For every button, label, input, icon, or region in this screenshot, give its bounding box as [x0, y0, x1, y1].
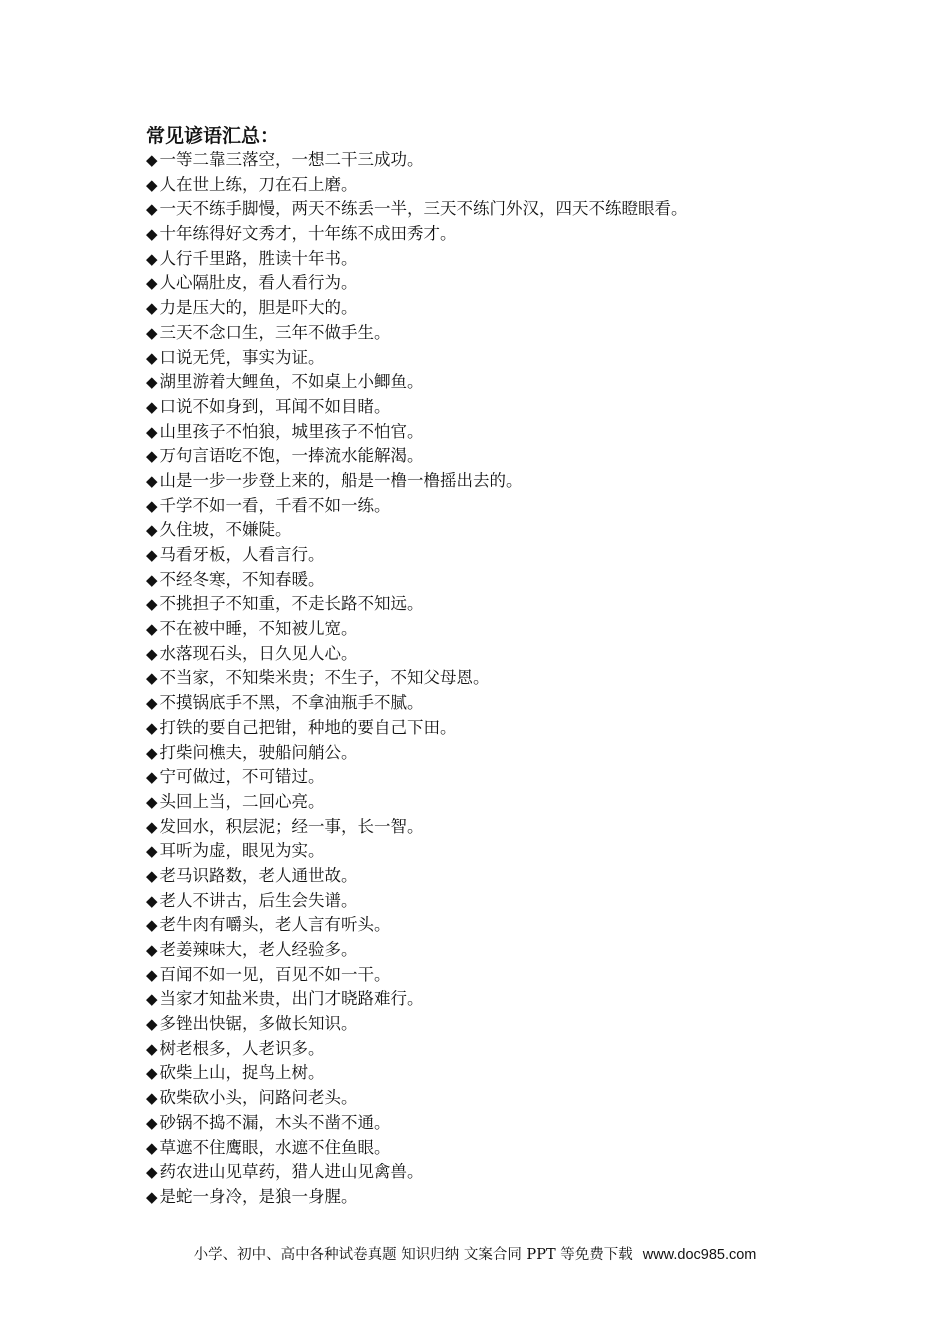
- diamond-bullet-icon: ◆: [146, 323, 158, 342]
- proverb-item: [146, 889, 688, 914]
- proverb-item: [146, 296, 688, 321]
- proverb-item: [146, 148, 688, 173]
- diamond-bullet-icon: ◆: [146, 1163, 158, 1182]
- proverb-item: [146, 568, 688, 593]
- proverb-text: 口说无凭，事实为证。: [159, 347, 325, 367]
- proverb-text: 不当家，不知柴米贵；不生子，不知父母恩。: [159, 668, 490, 688]
- diamond-bullet-icon: ◆: [146, 570, 158, 589]
- proverb-text: 百闻不如一见，百见不如一干。: [159, 964, 391, 984]
- diamond-bullet-icon: ◆: [146, 817, 158, 836]
- proverb-text: 不摸锅底手不黑，不拿油瓶手不腻。: [159, 693, 424, 713]
- proverb-text: 砍柴砍小头，问路问老头。: [159, 1088, 358, 1108]
- proverb-item: [146, 518, 688, 543]
- diamond-bullet-icon: ◆: [146, 743, 158, 762]
- proverb-text: 山是一步一步登上来的，船是一橹一橹摇出去的。: [159, 470, 523, 490]
- diamond-bullet-icon: ◆: [146, 546, 158, 564]
- proverb-text: 人行千里路，胜读十年书。: [159, 248, 358, 268]
- proverb-text: 人在世上练，刀在石上磨。: [159, 174, 358, 194]
- diamond-bullet-icon: ◆: [146, 249, 158, 268]
- proverb-text: 头回上当，二回心亮。: [159, 791, 325, 811]
- diamond-bullet-icon: ◆: [146, 1113, 158, 1132]
- proverb-text: 水落现石头，日久见人心。: [159, 643, 358, 663]
- proverb-item: [146, 1136, 688, 1161]
- diamond-bullet-icon: ◆: [146, 1039, 158, 1058]
- diamond-bullet-icon: ◆: [146, 866, 158, 885]
- diamond-bullet-icon: ◆: [146, 1015, 158, 1034]
- diamond-bullet-icon: ◆: [146, 151, 158, 169]
- proverb-item: [146, 469, 688, 494]
- diamond-bullet-icon: ◆: [146, 941, 158, 959]
- proverb-text: 一天不练手脚慢，两天不练丢一半，三天不练门外汉，四天不练瞪眼看。: [159, 199, 688, 219]
- proverb-text: 树老根多，人老识多。: [159, 1038, 325, 1058]
- document-title: 常见谚语汇总：: [146, 125, 280, 147]
- proverb-item: [146, 444, 688, 469]
- diamond-bullet-icon: ◆: [146, 175, 158, 194]
- proverb-text: 马看牙板，人看言行。: [159, 545, 325, 564]
- proverb-text: 是蛇一身冷，是狼一身腥。: [159, 1186, 358, 1206]
- proverb-item: [146, 346, 688, 371]
- proverb-item: [146, 543, 688, 568]
- proverb-item: [146, 321, 688, 346]
- proverb-text: 不挑担子不知重，不走长路不知远。: [159, 594, 424, 614]
- diamond-bullet-icon: ◆: [146, 718, 158, 737]
- proverb-item: [146, 1037, 688, 1062]
- proverb-text: 草遮不住鹰眼，水遮不住鱼眼。: [159, 1137, 391, 1157]
- proverb-item: [146, 864, 688, 889]
- proverb-text: 药农进山见草药，猎人进山见禽兽。: [159, 1162, 424, 1182]
- proverb-item: [146, 691, 688, 716]
- diamond-bullet-icon: ◆: [146, 1089, 158, 1108]
- footer-website: www.doc985.com: [642, 1247, 757, 1263]
- page-footer: [0, 1244, 950, 1266]
- proverb-text: 不经冬寒，不知春暖。: [159, 569, 325, 589]
- diamond-bullet-icon: ◆: [146, 916, 158, 935]
- proverb-text: 久住坡，不嫌陡。: [159, 520, 292, 540]
- proverb-item: [146, 741, 688, 766]
- diamond-bullet-icon: ◆: [146, 1138, 158, 1157]
- proverb-item: [146, 1086, 688, 1111]
- proverb-text: 湖里游着大鲤鱼，不如桌上小鲫鱼。: [159, 372, 424, 392]
- proverb-item: [146, 247, 688, 272]
- proverb-text: 宁可做过，不可错过。: [159, 767, 325, 787]
- diamond-bullet-icon: ◆: [146, 373, 158, 392]
- diamond-bullet-icon: ◆: [146, 694, 158, 713]
- proverb-item: [146, 173, 688, 198]
- diamond-bullet-icon: ◆: [146, 521, 158, 540]
- proverb-text: 力是压大的，胆是吓大的。: [159, 298, 358, 318]
- proverb-item: [146, 815, 688, 840]
- diamond-bullet-icon: ◆: [146, 595, 158, 614]
- diamond-bullet-icon: ◆: [146, 1187, 158, 1206]
- proverb-item: [146, 765, 688, 790]
- proverb-text: 砂锅不捣不漏，木头不凿不通。: [159, 1112, 391, 1132]
- proverb-text: 十年练得好文秀才，十年练不成田秀才。: [159, 224, 457, 244]
- proverb-text: 口说不如身到，耳闻不如目睹。: [159, 396, 391, 416]
- diamond-bullet-icon: ◆: [146, 274, 158, 293]
- proverb-item: [146, 1160, 688, 1185]
- proverb-text: 千学不如一看，千看不如一练。: [159, 495, 391, 515]
- diamond-bullet-icon: ◆: [146, 447, 158, 466]
- diamond-bullet-icon: ◆: [146, 792, 158, 811]
- footer-text: 小学、初中、高中各种试卷真题 知识归纳 文案合同 PPT 等免费下载: [193, 1247, 633, 1263]
- proverb-item: [146, 839, 688, 864]
- diamond-bullet-icon: ◆: [146, 620, 158, 639]
- diamond-bullet-icon: ◆: [146, 299, 158, 318]
- proverb-item: [146, 222, 688, 247]
- diamond-bullet-icon: ◆: [146, 397, 158, 416]
- proverb-item: [146, 790, 688, 815]
- diamond-bullet-icon: ◆: [146, 990, 158, 1009]
- proverb-item: [146, 395, 688, 420]
- proverb-item: [146, 1111, 688, 1136]
- proverb-item: [146, 271, 688, 296]
- proverb-text: 老牛肉有嚼头，老人言有听头。: [159, 915, 391, 935]
- proverb-text: 山里孩子不怕狼，城里孩子不怕官。: [159, 421, 424, 441]
- proverb-text: 老马识路数，老人通世故。: [159, 865, 358, 885]
- proverb-item: [146, 197, 688, 222]
- proverb-item: [146, 1012, 688, 1037]
- diamond-bullet-icon: ◆: [146, 225, 158, 244]
- diamond-bullet-icon: ◆: [146, 644, 158, 663]
- proverb-text: 砍柴上山，捉鸟上树。: [159, 1063, 325, 1083]
- diamond-bullet-icon: ◆: [146, 200, 158, 219]
- diamond-bullet-icon: ◆: [146, 965, 158, 984]
- proverb-item: [146, 938, 688, 963]
- diamond-bullet-icon: ◆: [146, 348, 158, 367]
- proverb-list: [146, 148, 688, 1210]
- proverb-item: [146, 963, 688, 988]
- proverb-text: 老人不讲古，后生会失谱。: [159, 890, 358, 910]
- proverb-text: 打铁的要自己把钳，种地的要自己下田。: [159, 717, 457, 737]
- proverb-text: 三天不念口生，三年不做手生。: [159, 322, 391, 342]
- proverb-text: 万句言语吃不饱，一捧流水能解渴。: [159, 446, 424, 466]
- proverb-item: [146, 1185, 688, 1210]
- proverb-item: [146, 666, 688, 691]
- proverb-item: [146, 494, 688, 519]
- proverb-text: 发回水，积层泥；经一事，长一智。: [159, 816, 424, 836]
- proverb-item: [146, 420, 688, 445]
- diamond-bullet-icon: ◆: [146, 1064, 158, 1083]
- proverb-text: 打柴问樵夫，驶船问艄公。: [159, 742, 358, 762]
- proverb-text: 耳听为虚，眼见为实。: [159, 841, 325, 861]
- diamond-bullet-icon: ◆: [146, 891, 158, 910]
- proverb-item: [146, 913, 688, 938]
- diamond-bullet-icon: ◆: [146, 496, 158, 515]
- diamond-bullet-icon: ◆: [146, 422, 158, 441]
- proverb-item: [146, 987, 688, 1012]
- proverb-text: 不在被中睡，不知被儿宽。: [159, 619, 358, 639]
- proverb-text: 当家才知盐米贵，出门才晓路难行。: [159, 989, 424, 1009]
- proverb-item: [146, 592, 688, 617]
- proverb-text: 人心隔肚皮，看人看行为。: [159, 273, 358, 293]
- diamond-bullet-icon: ◆: [146, 669, 158, 688]
- diamond-bullet-icon: ◆: [146, 768, 158, 787]
- diamond-bullet-icon: ◆: [146, 471, 158, 490]
- proverb-item: [146, 642, 688, 667]
- proverb-item: [146, 1061, 688, 1086]
- diamond-bullet-icon: ◆: [146, 842, 158, 861]
- proverb-text: 老姜辣味大，老人经验多。: [159, 940, 358, 959]
- proverb-item: [146, 370, 688, 395]
- proverb-item: [146, 716, 688, 741]
- proverb-item: [146, 617, 688, 642]
- proverb-text: 多锉出快锯，多做长知识。: [159, 1014, 358, 1034]
- proverb-text: 一等二靠三落空，一想二干三成功。: [159, 150, 424, 169]
